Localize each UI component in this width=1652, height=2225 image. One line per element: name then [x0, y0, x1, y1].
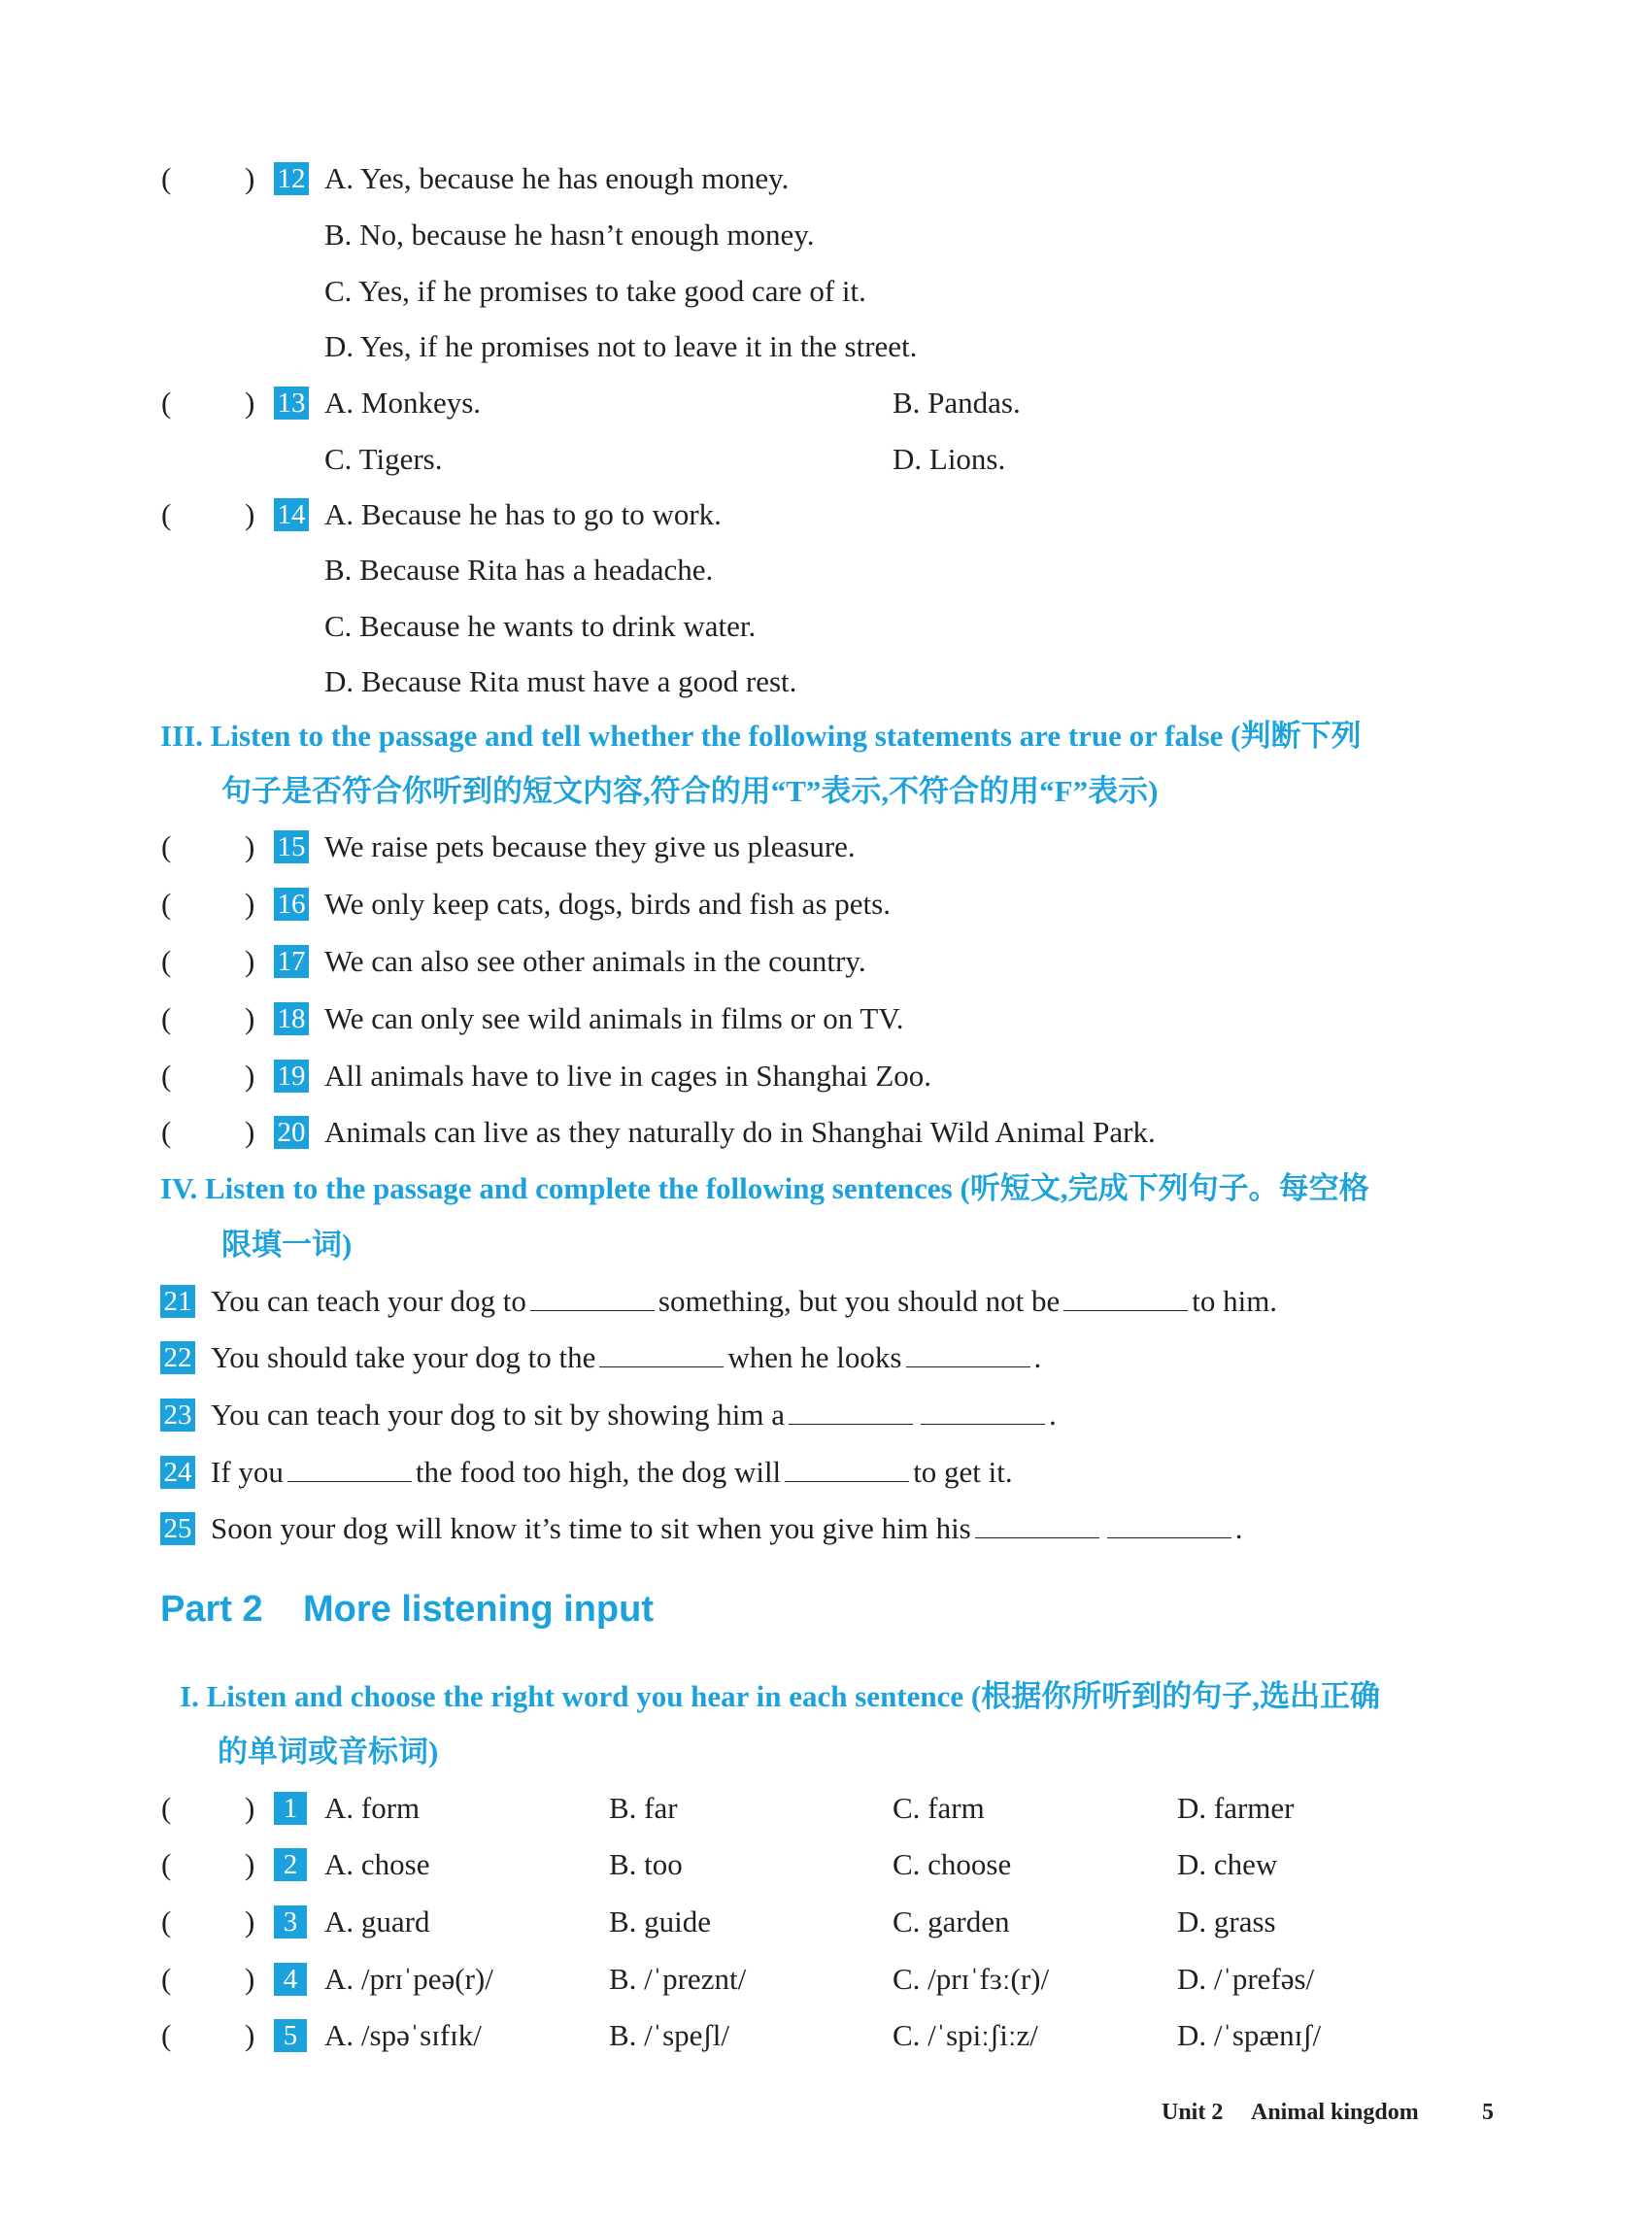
sentence-part: .: [1234, 1511, 1243, 1545]
option-d: D. /ˈprefəs/: [1177, 1962, 1315, 1996]
option-c: C. /prɪˈfɜː(r)/: [893, 1962, 1050, 1996]
answer-blank[interactable]: [906, 1341, 1030, 1367]
option-b: B. /ˈpreznt/: [609, 1962, 747, 1996]
answer-paren-open: (: [161, 944, 172, 978]
section-iv-heading: IV. Listen to the passage and complete the following sentences (听短文,完成下列句子。每空格: [160, 1171, 1369, 1205]
answer-paren-close: ): [245, 1001, 255, 1035]
answer-paren-open: (: [161, 386, 172, 420]
answer-paren-open: (: [161, 1791, 172, 1825]
option-d: D. grass: [1177, 1905, 1276, 1938]
answer-blank[interactable]: [921, 1399, 1045, 1425]
option-d: D. Because Rita must have a good rest.: [324, 664, 797, 698]
page-number: 5: [1482, 2100, 1494, 2125]
answer-paren-close: ): [245, 2018, 255, 2052]
question-number-badge: 17: [274, 945, 309, 978]
answer-blank[interactable]: [1063, 1285, 1188, 1311]
question-number-badge: 13: [274, 387, 309, 420]
question-number-badge: 4: [274, 1963, 307, 1996]
answer-paren-open: (: [161, 829, 172, 863]
answer-paren-close: ): [245, 1115, 255, 1149]
sentence-part: when he looks: [727, 1340, 902, 1374]
option-c: C. choose: [893, 1847, 1012, 1881]
option-a: A. chose: [324, 1847, 430, 1881]
sentence-part: .: [1048, 1398, 1057, 1432]
sentence-part: If you: [211, 1455, 284, 1489]
answer-paren-close: ): [245, 1791, 255, 1825]
option-b: B. Because Rita has a headache.: [324, 553, 714, 587]
option-b: B. far: [609, 1791, 678, 1825]
option-a: A. guard: [324, 1905, 430, 1938]
option-a: A. Because he has to go to work.: [324, 497, 722, 531]
question-number-badge: 20: [274, 1116, 309, 1149]
answer-paren-close: ): [245, 161, 255, 195]
question-number-badge: 1: [274, 1792, 307, 1825]
part2-section-i-heading-cont: 的单词或音标词): [218, 1735, 439, 1769]
answer-paren-open: (: [161, 161, 172, 195]
part-2-label: Part 2: [160, 1589, 263, 1630]
answer-paren-open: (: [161, 1115, 172, 1149]
option-c: C. /ˈspiːʃiːz/: [893, 2018, 1038, 2052]
answer-paren-close: ): [245, 1962, 255, 1996]
answer-paren-open: (: [161, 1059, 172, 1093]
answer-paren-close: ): [245, 1059, 255, 1093]
sentence-part: something, but you should not be: [657, 1284, 1061, 1318]
section-iii-heading-cont: 句子是否符合你听到的短文内容,符合的用“T”表示,不符合的用“F”表示): [221, 774, 1159, 808]
question-number-badge: 23: [160, 1399, 195, 1432]
answer-blank[interactable]: [530, 1285, 655, 1311]
answer-paren-close: ): [245, 887, 255, 921]
answer-paren-open: (: [161, 1962, 172, 1996]
answer-blank[interactable]: [287, 1456, 412, 1482]
statement-text: We can only see wild animals in films or on TV.: [324, 1001, 904, 1035]
answer-paren-close: ): [245, 1905, 255, 1938]
answer-paren-open: (: [161, 497, 172, 531]
answer-paren-open: (: [161, 1847, 172, 1881]
option-d: D. farmer: [1177, 1791, 1295, 1825]
option-a: A. /spəˈsɪfɪk/: [324, 2018, 482, 2052]
option-a: A. Monkeys.: [324, 386, 482, 420]
option-d: D. Yes, if he promises not to leave it in the street.: [324, 329, 918, 363]
option-b: B. Pandas.: [893, 386, 1021, 420]
part-2-title: More listening input: [303, 1589, 654, 1630]
question-number-badge: 18: [274, 1002, 309, 1035]
option-d: D. Lions.: [893, 442, 1006, 476]
answer-paren-open: (: [161, 887, 172, 921]
answer-paren-close: ): [245, 497, 255, 531]
statement-text: We raise pets because they give us pleasure.: [324, 829, 856, 863]
sentence-part: You can teach your dog to sit by showing him a: [211, 1398, 785, 1432]
question-number-badge: 24: [160, 1456, 195, 1489]
answer-blank[interactable]: [975, 1512, 1099, 1538]
question-number-badge: 2: [274, 1848, 307, 1881]
answer-paren-open: (: [161, 1905, 172, 1938]
option-c: C. Yes, if he promises to take good care of it.: [324, 274, 866, 308]
sentence-part: to him.: [1192, 1284, 1278, 1318]
question-number-badge: 25: [160, 1512, 195, 1545]
option-b: B. No, because he hasn’t enough money.: [324, 218, 815, 252]
option-d: D. chew: [1177, 1847, 1278, 1881]
sentence-part: Soon your dog will know it’s time to sit when you give him his: [211, 1511, 971, 1545]
question-12: [0, 159, 1652, 198]
option-b: B. /ˈspeʃl/: [609, 2018, 729, 2052]
sentence-part: the food too high, the dog will: [415, 1455, 782, 1489]
answer-blank[interactable]: [1107, 1512, 1231, 1538]
answer-paren-close: ): [245, 1847, 255, 1881]
statement-text: Animals can live as they naturally do in Shanghai Wild Animal Park.: [324, 1115, 1156, 1149]
statement-text: We only keep cats, dogs, birds and fish as pets.: [324, 887, 891, 921]
question-number-badge: 16: [274, 888, 309, 921]
answer-blank[interactable]: [599, 1341, 724, 1367]
sentence-part: You should take your dog to the: [211, 1340, 596, 1374]
footer-title: Animal kingdom: [1251, 2100, 1419, 2125]
option-a: A. Yes, because he has enough money.: [324, 161, 790, 195]
answer-blank[interactable]: [789, 1399, 913, 1425]
option-b: B. too: [609, 1847, 683, 1881]
option-c: C. farm: [893, 1791, 985, 1825]
answer-paren-close: ): [245, 386, 255, 420]
answer-paren-close: ): [245, 944, 255, 978]
question-number-badge: 5: [274, 2019, 307, 2052]
sentence-part: to get it.: [913, 1455, 1013, 1489]
statement-text: We can also see other animals in the country.: [324, 944, 866, 978]
answer-paren-open: (: [161, 1001, 172, 1035]
option-d: D. /ˈspænɪʃ/: [1177, 2018, 1322, 2052]
sentence-part: You can teach your dog to: [211, 1284, 526, 1318]
question-number-badge: 12: [274, 162, 309, 195]
option-c: C. Tigers.: [324, 442, 443, 476]
part2-section-i-heading: I. Listen and choose the right word you hear in each sentence (根据你所听到的句子,选出正确: [180, 1679, 1380, 1713]
statement-text: All animals have to live in cages in Shanghai Zoo.: [324, 1059, 932, 1093]
question-number-badge: 14: [274, 498, 309, 531]
answer-paren-open: (: [161, 2018, 172, 2052]
option-c: C. Because he wants to drink water.: [324, 609, 757, 643]
question-number-badge: 15: [274, 830, 309, 863]
section-iii-heading: III. Listen to the passage and tell whether the following statements are true or false (判断下列: [160, 719, 1362, 753]
option-c: C. garden: [893, 1905, 1010, 1938]
option-a: A. form: [324, 1791, 421, 1825]
option-a: A. /prɪˈpeə(r)/: [324, 1962, 493, 1996]
question-number-badge: 19: [274, 1060, 309, 1093]
answer-blank[interactable]: [785, 1456, 909, 1482]
section-iv-heading-cont: 限填一词): [221, 1228, 353, 1262]
question-number-badge: 22: [160, 1341, 195, 1374]
question-number-badge: 3: [274, 1905, 307, 1938]
question-number-badge: 21: [160, 1285, 195, 1318]
option-b: B. guide: [609, 1905, 712, 1938]
footer-unit: Unit 2: [1162, 2100, 1224, 2125]
answer-paren-close: ): [245, 829, 255, 863]
sentence-part: .: [1033, 1340, 1042, 1374]
